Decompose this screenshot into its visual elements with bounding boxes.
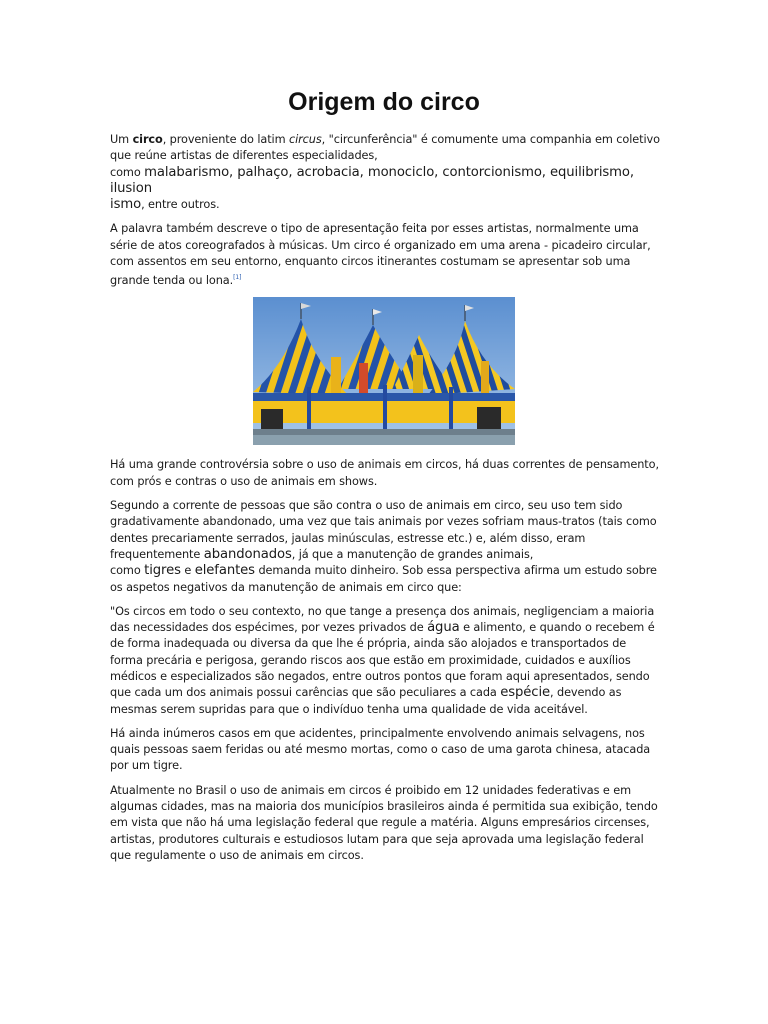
text-run: A palavra também descreve o tipo de apresentação feita por esses artistas, normalmente uma série de atos coreografados à músicas. Um circo é organizado em uma arena - picadeiro circular, com assentos em seu entorno, enquanto circos itinerantes costumam se apresentar sob uma grande tenda ou lona. bbox=[110, 222, 651, 288]
paragraph-controversy: Há uma grande controvérsia sobre o uso de animais em circos, há duas correntes de pensamento, com prós e contras o uso de animais em shows. bbox=[110, 458, 659, 488]
text-run: , entre outros. bbox=[141, 198, 220, 212]
specialties-list: malabarismo, palhaço, acrobacia, monociclo, contorcionismo, equilibrismo, ilusion bbox=[110, 164, 634, 196]
term-elefantes: elefantes bbox=[194, 563, 255, 579]
page-title: Origem do circo bbox=[288, 88, 480, 116]
text-run: , proveniente do latim bbox=[162, 133, 289, 146]
text-run: , devendo as mesmas serem supridas para que o indivíduo tenha uma qualidade de vida aceitável. bbox=[110, 686, 622, 716]
term-especie: espécie bbox=[500, 685, 551, 701]
text-run: "Os circos em todo o seu contexto, no que tange a presença dos animais, negligenciam a maioria das necessidades dos espécimes, por vezes privados de bbox=[110, 604, 655, 635]
term-abandonados: abandonados bbox=[203, 546, 292, 562]
paragraph-accidents: Há ainda inúmeros casos em que acidentes, principalmente envolvendo animais selvagens, nos quais pessoas saem feridas ou até mesmo mortas, como o caso de uma garota chinesa, atacada por um tigre. bbox=[110, 726, 651, 773]
text-run: como bbox=[110, 564, 145, 578]
term-circus: circus bbox=[288, 133, 322, 146]
reference-link[interactable]: [1] bbox=[233, 274, 242, 282]
paragraph-against-animals bbox=[110, 498, 662, 596]
text-run: e bbox=[180, 564, 195, 578]
paragraph-quote bbox=[110, 604, 662, 718]
specialties-list-end: ismo bbox=[110, 197, 142, 213]
text-run: e alimento, e quando o recebem é de forma inadequada ou diversa da que lhe é própria, ainda são alojados e transportados de forma precária e perigosa, gerando riscos aos que estão em proximidade, cuidados e auxílios médicos e especializados são negados, entre outros pontos que foram aqui apresentados, sendo que cada um dos animais possui carências que são peculiares a cada bbox=[110, 621, 655, 700]
circus-tent-photo bbox=[253, 297, 515, 445]
text-run: Segundo a corrente de pessoas que são contra o uso de animais em circo, seu uso tem sido gradativamente abandonado, uma vez que tais animais por vezes sofriam maus-tratos (tais como dentes precariamente serrados, jaulas minúsculas, estresse etc.) e, além disso, eram frequentemente bbox=[110, 499, 657, 561]
paragraph-definition bbox=[110, 221, 662, 289]
paragraph-intro bbox=[110, 132, 662, 213]
text-run: Um bbox=[110, 133, 133, 146]
term-agua: água bbox=[427, 620, 460, 636]
text-run: como bbox=[110, 165, 145, 179]
text-run: , "circunferência" é comumente uma companhia em coletivo que reúne artistas de diferentes especialidades, bbox=[110, 133, 660, 163]
paragraph-brazil: Atualmente no Brasil o uso de animais em circos é proibido em 12 unidades federativas e em algumas cidades, mas na maioria dos municípios brasileiros ainda é permitida sua exibição, tendo em vista que não há uma legislação federal que regule a matéria. Alguns empresários circenses, artistas, produtores culturais e estudiosos lutam para que seja aprovada uma legislação federal que regulamente o uso de animais em circos. bbox=[110, 783, 658, 862]
text-run: , já que a manutenção de grandes animais, bbox=[291, 547, 534, 561]
text-run: demanda muito dinheiro. Sob essa perspectiva afirma um estudo sobre os aspetos negativos da manutenção de animais em circo que: bbox=[110, 564, 657, 594]
article-body bbox=[110, 132, 662, 872]
term-tigres: tigres bbox=[144, 563, 181, 579]
term-circo: circo bbox=[132, 133, 163, 146]
